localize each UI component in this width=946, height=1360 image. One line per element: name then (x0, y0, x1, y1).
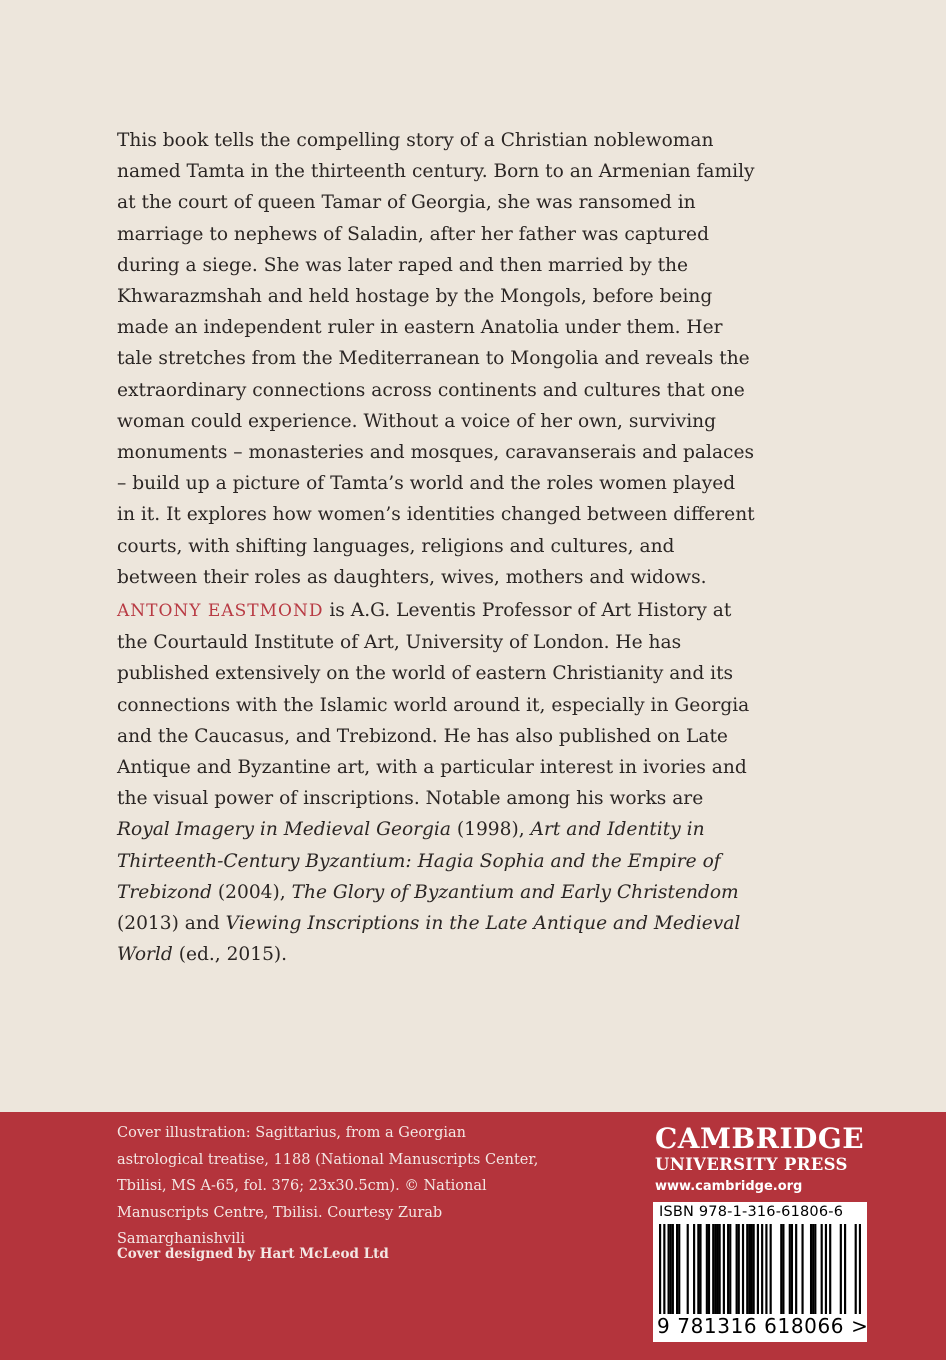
barcode-bar (746, 1224, 748, 1314)
barcode-digits: 9 781316 618066 > (657, 1314, 869, 1338)
barcode-bar (687, 1224, 689, 1314)
cover-illustration-credit: Cover illustration: Sagittarius, from a Georgian astrological treatise, 1188 (National Manuscripts Center, Tbilisi, MS A-65, fol. 376; 23x30.5cm). © National Manuscripts Centre, Tbilisi. Courtesy Zurab Samarghanishvili (117, 1125, 539, 1247)
barcode-bar (750, 1224, 752, 1314)
barcode-bar (659, 1224, 661, 1314)
barcode-bar (801, 1224, 803, 1314)
barcode-bar (697, 1224, 699, 1314)
barcode-bar (678, 1224, 680, 1314)
barcode-bar (668, 1224, 670, 1314)
barcode-bar (693, 1224, 695, 1314)
author-biography (117, 595, 757, 970)
barcode-bar (789, 1224, 791, 1314)
barcode-bar (844, 1224, 846, 1314)
barcode-bar (765, 1224, 767, 1314)
barcode-bar (770, 1224, 772, 1314)
author-name: ANTONY EASTMOND (117, 601, 324, 621)
bio-intro: is A.G. Leventis Professor of Art History at the Courtauld Institute of Art, University of London. He has published extensively on the world of eastern Christianity and its connections with the Islamic world around it, especially in Georgia and the Caucasus, and Trebizond. He has also published on Late Antique and Byzantine art, with a particular interest in ivories and the visual power of inscriptions. Notable among his works are (117, 600, 750, 810)
barcode-bar (706, 1224, 708, 1314)
barcode-bar (729, 1224, 731, 1314)
barcode-bar (663, 1224, 665, 1314)
barcode-bar (712, 1224, 714, 1314)
isbn-barcode (653, 1202, 867, 1342)
work-title-4: Viewing Inscriptions in the Late Antique and Medieval World (117, 913, 741, 966)
work-year-1: (1998), (450, 819, 531, 841)
barcode-bar (855, 1224, 857, 1314)
barcode-bar (782, 1224, 784, 1314)
barcode-bar (814, 1224, 816, 1314)
barcode-bar (736, 1224, 738, 1314)
work-title-3: The Glory of Byzantium and Early Christendom (291, 881, 739, 903)
barcode-bars (659, 1224, 861, 1314)
barcode-bar (708, 1224, 710, 1314)
barcode-bar (672, 1224, 674, 1314)
barcode-bar (670, 1224, 672, 1314)
barcode-bar (825, 1224, 827, 1314)
barcode-bar (810, 1224, 812, 1314)
cover-designer-credit: Cover designed by Hart McLeod Ltd (117, 1246, 389, 1262)
barcode-bar (699, 1224, 701, 1314)
barcode-bar (757, 1224, 759, 1314)
barcode-bar (753, 1224, 755, 1314)
barcode-bar (719, 1224, 721, 1314)
work-year-3: (2013) and (117, 913, 226, 935)
barcode-bar (821, 1224, 823, 1314)
book-description: This book tells the compelling story of a Christian noblewoman named Tamta in the thirteenth century. Born to an Armenian family at the court of queen Tamar of Georgia, she was ransomed in marriage to nephews of Saladin, after her father was captured during a siege. She was later raped and then married by the Khwarazmshah and held hostage by the Mongols, before being made an independent ruler in eastern Anatolia under them. Her tale stretches from the Mediterranean to Mongolia and reveals the extraordinary connections across continents and cultures that one woman could experience. Without a voice of her own, surviving monuments – monasteries and mosques, caravanserais and palaces – build up a picture of Tamta’s world and the roles women played in it. It explores how women’s identities changed between different courts, with shifting languages, religions and cultures, and between their roles as daughters, wives, mothers and widows. (117, 130, 755, 588)
barcode-bar (795, 1224, 797, 1314)
barcode-bar (748, 1224, 750, 1314)
footer-band (0, 1112, 946, 1360)
work-year-2: (2004), (212, 881, 292, 903)
barcode-bar (791, 1224, 793, 1314)
publisher-subname: UNIVERSITY PRESS (655, 1155, 848, 1174)
barcode-bar (676, 1224, 678, 1314)
barcode-bar (859, 1224, 861, 1314)
barcode-bar (723, 1224, 725, 1314)
work-title-2: Art and Identity in Thirteenth-Century Byzantium: Hagia Sophia and the Empire of Trebizond (117, 819, 721, 903)
publisher-url: www.cambridge.org (655, 1179, 803, 1194)
barcode-bar (716, 1224, 718, 1314)
barcode-bar (727, 1224, 729, 1314)
barcode-bar (780, 1224, 782, 1314)
publisher-name: CAMBRIDGE (655, 1122, 865, 1155)
isbn-text: ISBN 978-1-316-61806-6 (659, 1204, 844, 1220)
work-year-4: (ed., 2015). (172, 944, 288, 966)
publisher-logo (655, 1124, 870, 1198)
barcode-bar (840, 1224, 842, 1314)
barcode-bar (761, 1224, 763, 1314)
barcode-bar (742, 1224, 744, 1314)
barcode-bar (812, 1224, 814, 1314)
barcode-bar (738, 1224, 740, 1314)
work-title-1: Royal Imagery in Medieval Georgia (117, 819, 451, 841)
barcode-bar (714, 1224, 716, 1314)
barcode-bar (829, 1224, 831, 1314)
